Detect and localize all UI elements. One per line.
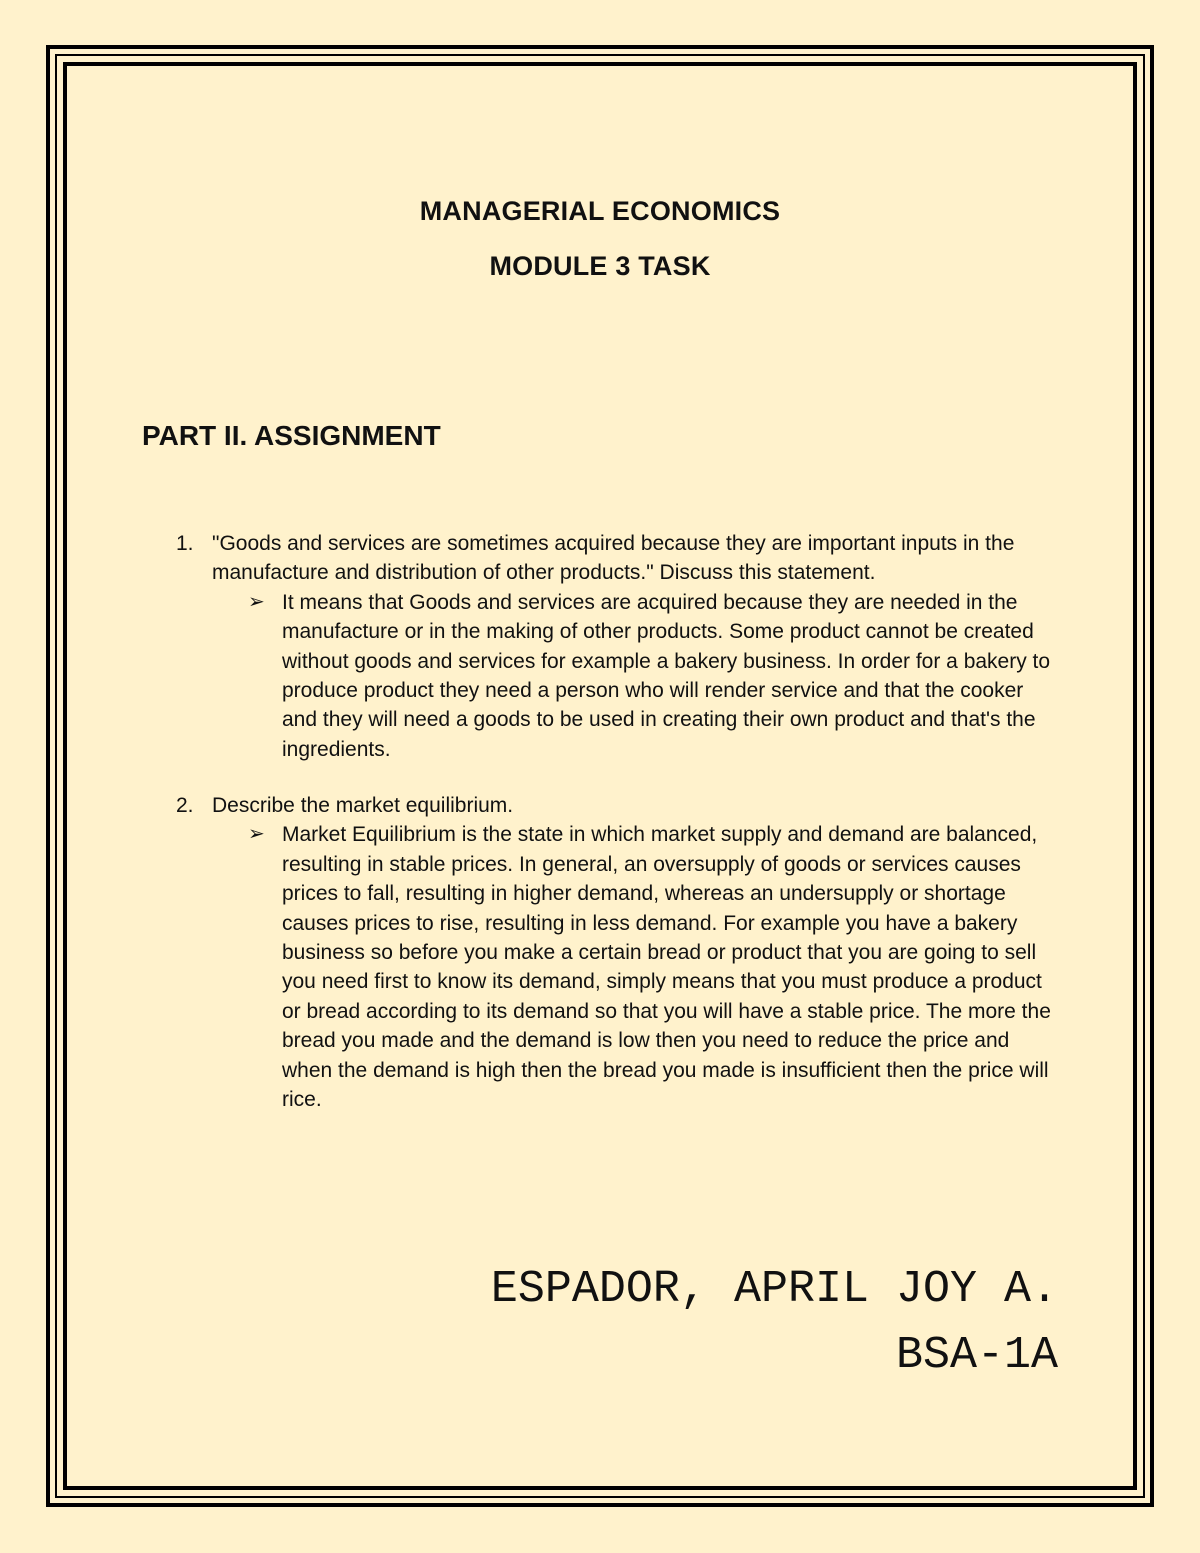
document-title: MANAGERIAL ECONOMICS bbox=[419, 196, 781, 226]
student-section: BSA-1A bbox=[895, 1330, 1058, 1381]
student-name: ESPADOR, APRIL JOY A. bbox=[490, 1264, 1058, 1315]
question-text: Describe the market equilibrium. bbox=[212, 794, 514, 817]
document-subtitle: MODULE 3 TASK bbox=[489, 251, 711, 281]
answer-block bbox=[248, 820, 1056, 1114]
answer-text: It means that Goods and services are acquired because they are needed in the manufacture or in the making of other products. Some product cannot be created without goods and services for example a bakery business. In order for a bakery to produce product they need a person who will render service and that the cooker and they will need a goods to be used in creating their own product and that's the ingredients. bbox=[282, 590, 1051, 761]
section-heading: PART II. ASSIGNMENT bbox=[142, 420, 441, 451]
arrow-bullet-icon: ➢ bbox=[248, 590, 265, 613]
answer-block bbox=[248, 588, 1056, 764]
answer-text: Market Equilibrium is the state in which market supply and demand are balanced, resulting in stable prices. In general, an oversupply of goods or services causes prices to fall, resulting in higher demand, whereas an undersupply or shortage causes prices to rise, resulting in less demand. For example you have a bakery business so before you make a certain bread or product that you are going to sell you need first to know its demand, simply means that you must produce a product or bread according to its demand so that you will have a stable price. The more the bread you made and the demand is low then you need to reduce the price and when the demand is high then the bread you made is insufficient then the price will rice. bbox=[282, 823, 1051, 1112]
question-number: 2. bbox=[176, 794, 194, 817]
question-item-1 bbox=[176, 529, 1056, 764]
question-item-2 bbox=[176, 791, 1056, 1114]
question-number: 1. bbox=[176, 532, 194, 555]
question-text: "Goods and services are sometimes acquired because they are important inputs in the manufacture and distribution of other products." Discuss this statement. bbox=[212, 532, 1015, 585]
arrow-bullet-icon: ➢ bbox=[248, 823, 265, 846]
